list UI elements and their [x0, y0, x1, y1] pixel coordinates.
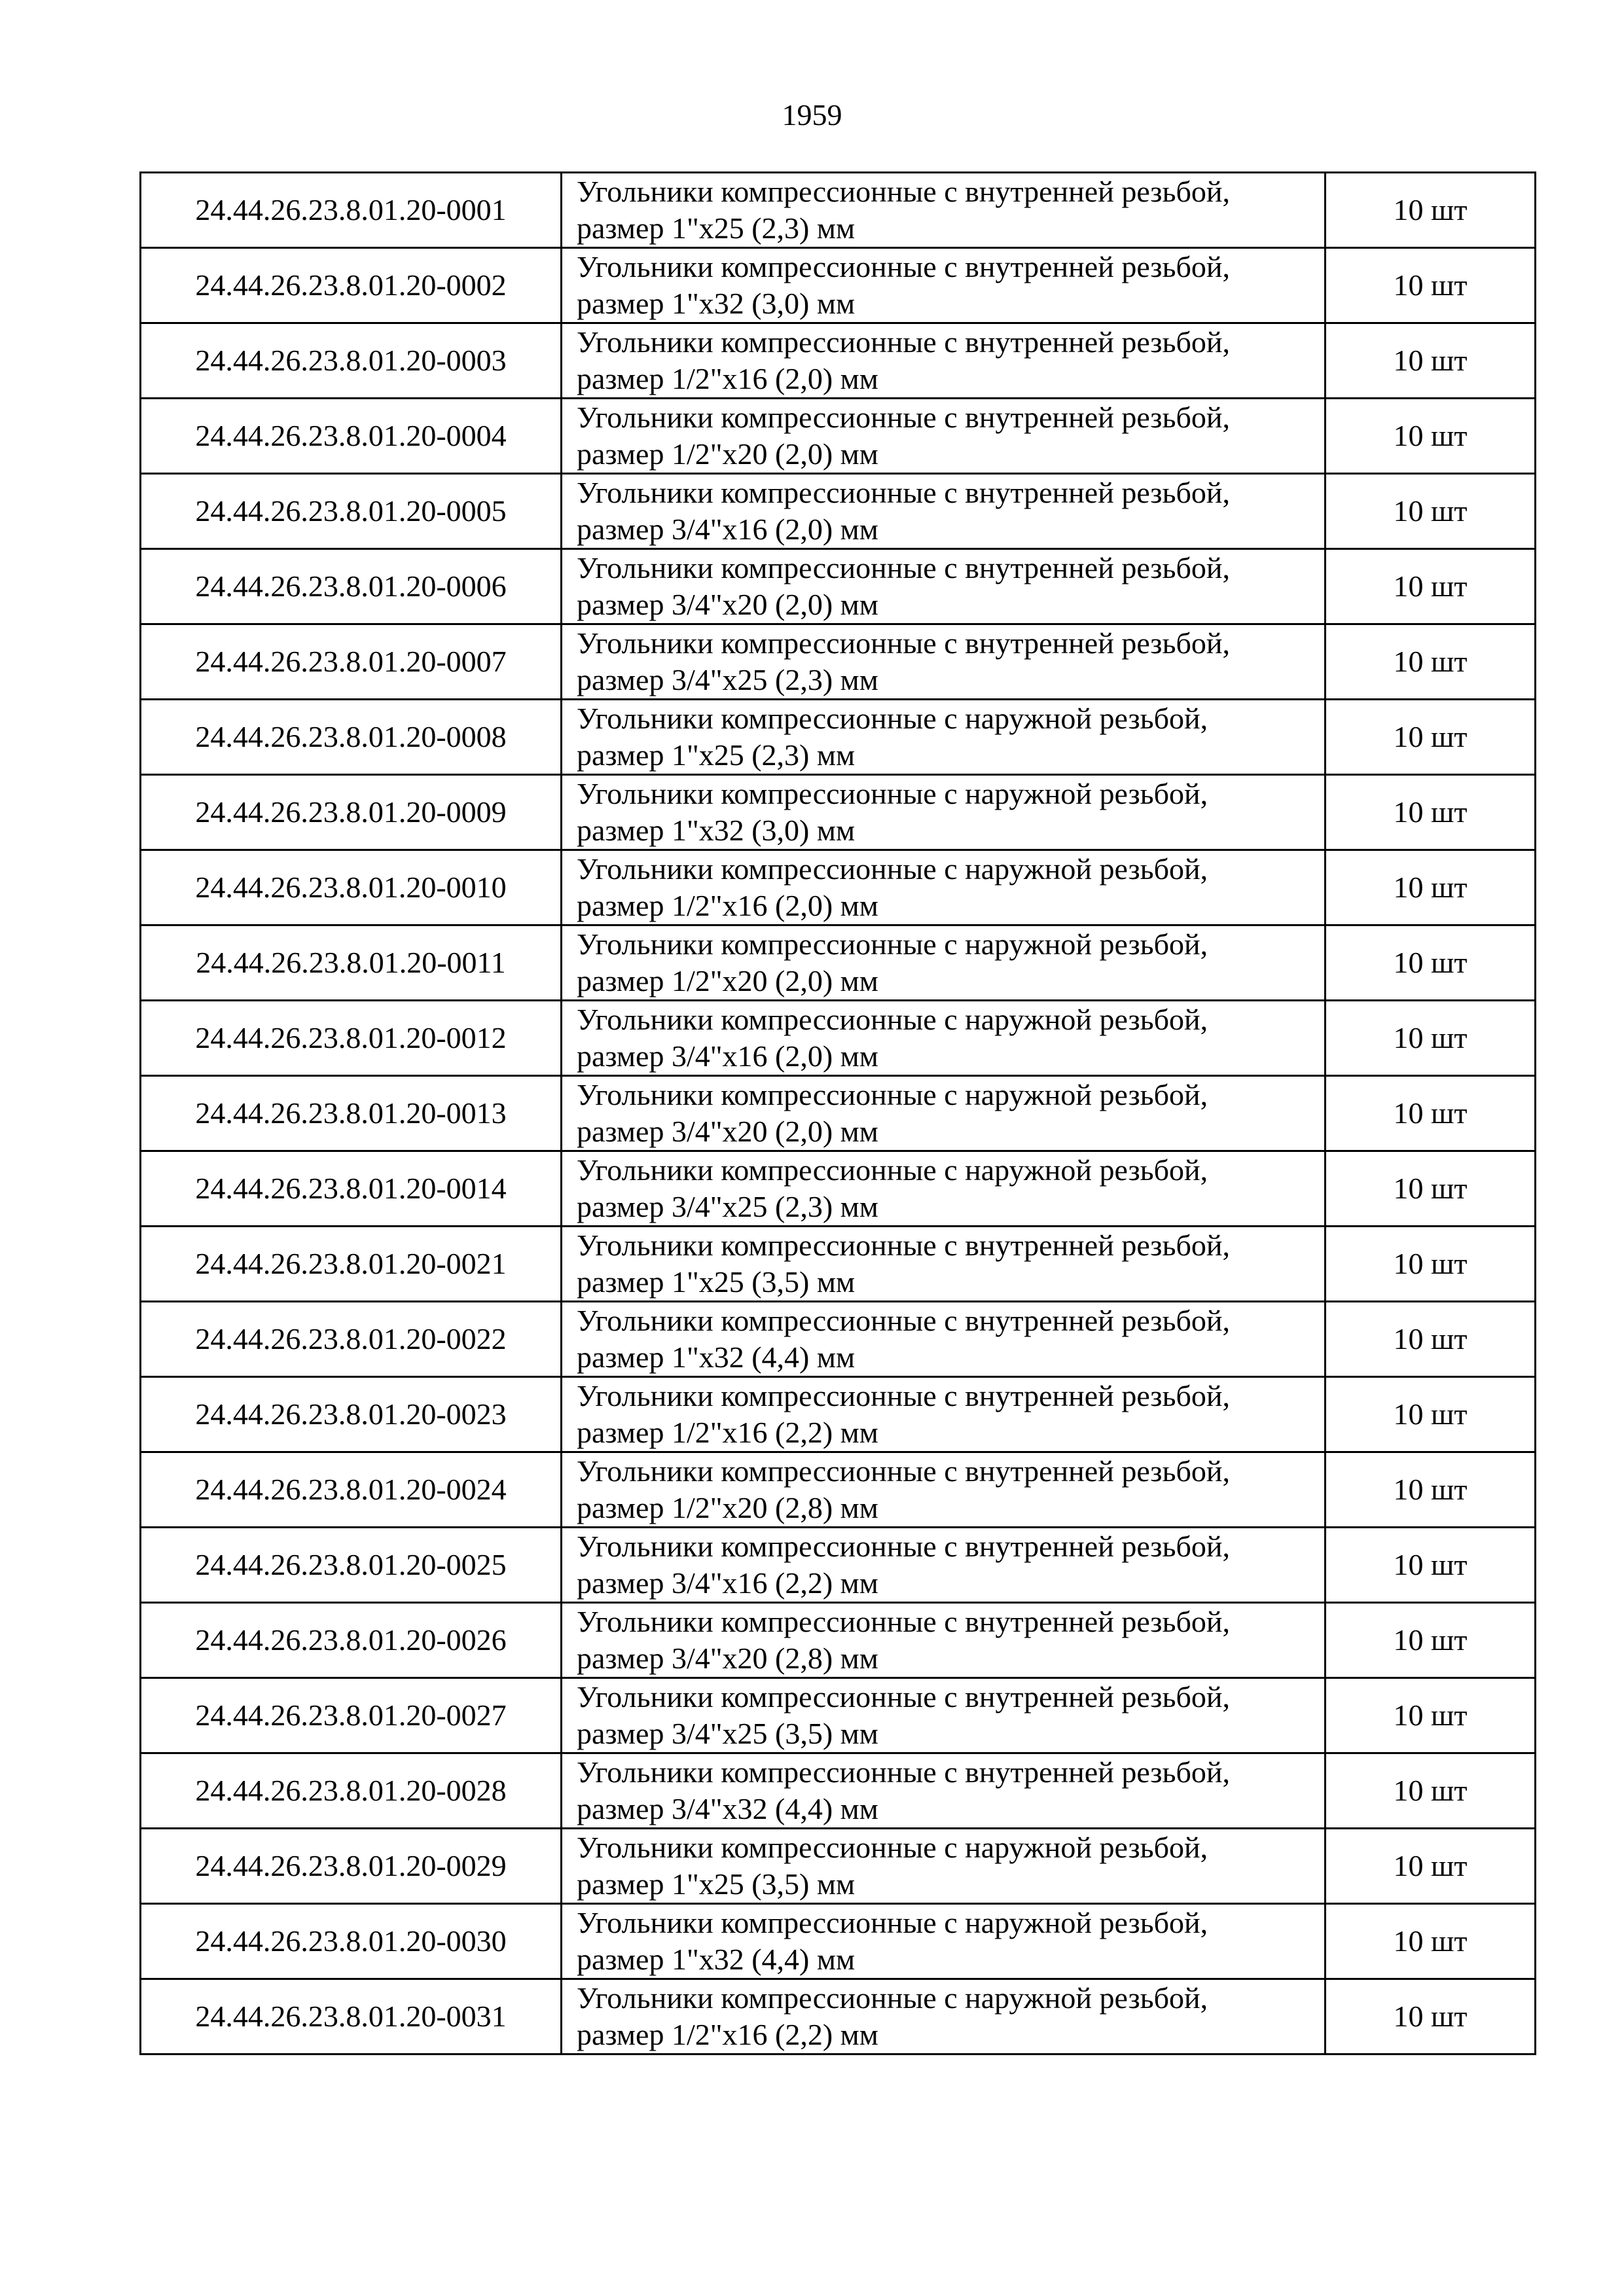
item-name-cell [562, 1452, 1326, 1528]
item-quantity-cell: 10 шт [1326, 474, 1536, 549]
item-name-cell [562, 1302, 1326, 1377]
item-code-cell: 24.44.26.23.8.01.20-0001 [141, 173, 562, 248]
item-name-line-2: размер 1"х32 (4,4) мм [577, 1943, 856, 1976]
item-quantity-cell: 10 шт [1326, 1227, 1536, 1302]
table-row [141, 1151, 1536, 1227]
item-name-line-1: Угольники компрессионные с наружной резьбой, [577, 1003, 1208, 1036]
table-row [141, 1603, 1536, 1678]
item-name-cell [562, 1979, 1326, 2054]
item-name-line-1: Угольники компрессионные с внутренней резьбой, [577, 1755, 1230, 1789]
item-name-line-2: размер 1/2"х16 (2,2) мм [577, 1416, 878, 1449]
item-name-line-1: Угольники компрессионные с внутренней резьбой, [577, 401, 1230, 434]
item-name-line-2: размер 1"х25 (2,3) мм [577, 211, 856, 245]
item-name-line-2: размер 1/2"х20 (2,0) мм [577, 437, 878, 471]
item-name-cell [562, 173, 1326, 248]
item-code-cell: 24.44.26.23.8.01.20-0028 [141, 1753, 562, 1829]
item-name-line-2: размер 1"х25 (3,5) мм [577, 1867, 856, 1901]
table-row [141, 549, 1536, 624]
item-name-line-1: Угольники компрессионные с внутренней резьбой, [577, 175, 1230, 208]
item-name-line-2: размер 3/4"х20 (2,8) мм [577, 1641, 878, 1675]
item-name-line-1: Угольники компрессионные с внутренней резьбой, [577, 1229, 1230, 1262]
item-quantity-cell: 10 шт [1326, 1001, 1536, 1076]
item-code-cell: 24.44.26.23.8.01.20-0012 [141, 1001, 562, 1076]
item-quantity-cell: 10 шт [1326, 1377, 1536, 1452]
item-name-line-1: Угольники компрессионные с внутренней резьбой, [577, 551, 1230, 584]
item-name-line-2: размер 1/2"х16 (2,0) мм [577, 889, 878, 922]
item-code-cell: 24.44.26.23.8.01.20-0010 [141, 850, 562, 925]
item-quantity-cell: 10 шт [1326, 399, 1536, 474]
items-table-body [141, 173, 1536, 2054]
item-name-line-2: размер 3/4"х25 (2,3) мм [577, 663, 878, 696]
item-name-line-2: размер 3/4"х32 (4,4) мм [577, 1792, 878, 1825]
item-name-cell [562, 624, 1326, 700]
item-name-cell [562, 700, 1326, 775]
table-row [141, 1227, 1536, 1302]
table-row [141, 1302, 1536, 1377]
item-quantity-cell: 10 шт [1326, 549, 1536, 624]
item-quantity-cell: 10 шт [1326, 1603, 1536, 1678]
item-name-cell [562, 323, 1326, 399]
item-name-line-1: Угольники компрессионные с внутренней резьбой, [577, 325, 1230, 359]
item-name-cell [562, 850, 1326, 925]
table-row [141, 323, 1536, 399]
item-code-cell: 24.44.26.23.8.01.20-0006 [141, 549, 562, 624]
item-code-cell: 24.44.26.23.8.01.20-0024 [141, 1452, 562, 1528]
item-name-cell [562, 1377, 1326, 1452]
item-quantity-cell: 10 шт [1326, 925, 1536, 1001]
items-table [139, 171, 1536, 2055]
item-quantity-cell: 10 шт [1326, 1904, 1536, 1979]
item-quantity-cell: 10 шт [1326, 1528, 1536, 1603]
item-quantity-cell: 10 шт [1326, 1076, 1536, 1151]
item-name-line-1: Угольники компрессионные с наружной резьбой, [577, 777, 1208, 810]
item-name-cell [562, 775, 1326, 850]
item-name-line-1: Угольники компрессионные с наружной резьбой, [577, 1153, 1208, 1187]
item-name-line-2: размер 3/4"х16 (2,2) мм [577, 1566, 878, 1600]
item-quantity-cell: 10 шт [1326, 850, 1536, 925]
item-name-line-1: Угольники компрессионные с наружной резьбой, [577, 1906, 1208, 1939]
item-quantity-cell: 10 шт [1326, 1452, 1536, 1528]
item-quantity-cell: 10 шт [1326, 1753, 1536, 1829]
item-name-line-2: размер 1"х32 (3,0) мм [577, 287, 856, 320]
item-name-line-1: Угольники компрессионные с наружной резьбой, [577, 927, 1208, 961]
item-name-line-2: размер 1/2"х20 (2,8) мм [577, 1491, 878, 1524]
table-row [141, 1753, 1536, 1829]
item-code-cell: 24.44.26.23.8.01.20-0008 [141, 700, 562, 775]
item-name-cell [562, 1001, 1326, 1076]
item-name-cell [562, 1151, 1326, 1227]
item-code-cell: 24.44.26.23.8.01.20-0014 [141, 1151, 562, 1227]
item-name-line-1: Угольники компрессионные с внутренней резьбой, [577, 1304, 1230, 1337]
table-row [141, 399, 1536, 474]
item-name-line-1: Угольники компрессионные с внутренней резьбой, [577, 1379, 1230, 1412]
item-name-line-2: размер 1"х32 (3,0) мм [577, 814, 856, 847]
item-code-cell: 24.44.26.23.8.01.20-0004 [141, 399, 562, 474]
table-row [141, 700, 1536, 775]
table-row [141, 624, 1536, 700]
table-row [141, 1452, 1536, 1528]
item-name-line-2: размер 1"х25 (3,5) мм [577, 1265, 856, 1299]
table-row [141, 1528, 1536, 1603]
item-name-cell [562, 399, 1326, 474]
item-name-cell [562, 1227, 1326, 1302]
item-name-cell [562, 925, 1326, 1001]
table-row [141, 1678, 1536, 1753]
item-name-line-2: размер 3/4"х20 (2,0) мм [577, 1115, 878, 1148]
item-quantity-cell: 10 шт [1326, 248, 1536, 323]
table-row [141, 173, 1536, 248]
item-name-cell [562, 1904, 1326, 1979]
item-name-line-1: Угольники компрессионные с внутренней резьбой, [577, 250, 1230, 283]
item-name-line-1: Угольники компрессионные с наружной резьбой, [577, 852, 1208, 886]
item-name-line-1: Угольники компрессионные с наружной резьбой, [577, 1981, 1208, 2015]
item-code-cell: 24.44.26.23.8.01.20-0027 [141, 1678, 562, 1753]
item-name-line-1: Угольники компрессионные с внутренней резьбой, [577, 1605, 1230, 1638]
item-name-cell [562, 1076, 1326, 1151]
table-row [141, 1979, 1536, 2054]
item-code-cell: 24.44.26.23.8.01.20-0025 [141, 1528, 562, 1603]
item-code-cell: 24.44.26.23.8.01.20-0009 [141, 775, 562, 850]
item-quantity-cell: 10 шт [1326, 1979, 1536, 2054]
item-quantity-cell: 10 шт [1326, 173, 1536, 248]
table-row [141, 474, 1536, 549]
item-name-line-1: Угольники компрессионные с внутренней резьбой, [577, 476, 1230, 509]
item-code-cell: 24.44.26.23.8.01.20-0026 [141, 1603, 562, 1678]
item-name-line-1: Угольники компрессионные с наружной резьбой, [577, 1831, 1208, 1864]
item-name-cell [562, 248, 1326, 323]
item-name-cell [562, 1678, 1326, 1753]
item-code-cell: 24.44.26.23.8.01.20-0013 [141, 1076, 562, 1151]
item-name-line-1: Угольники компрессионные с внутренней резьбой, [577, 1530, 1230, 1563]
item-code-cell: 24.44.26.23.8.01.20-0031 [141, 1979, 562, 2054]
item-name-cell [562, 1753, 1326, 1829]
item-name-line-2: размер 3/4"х16 (2,0) мм [577, 1039, 878, 1073]
item-code-cell: 24.44.26.23.8.01.20-0011 [141, 925, 562, 1001]
item-name-line-2: размер 3/4"х16 (2,0) мм [577, 512, 878, 546]
item-name-cell [562, 474, 1326, 549]
item-name-line-2: размер 3/4"х25 (2,3) мм [577, 1190, 878, 1223]
item-name-cell [562, 549, 1326, 624]
item-name-line-1: Угольники компрессионные с внутренней резьбой, [577, 626, 1230, 660]
item-code-cell: 24.44.26.23.8.01.20-0029 [141, 1829, 562, 1904]
item-name-cell [562, 1829, 1326, 1904]
item-name-line-2: размер 1/2"х20 (2,0) мм [577, 964, 878, 997]
table-row [141, 1076, 1536, 1151]
item-name-line-1: Угольники компрессионные с внутренней резьбой, [577, 1680, 1230, 1713]
item-name-cell [562, 1603, 1326, 1678]
page-number: 1959 [782, 98, 842, 132]
item-name-line-2: размер 1/2"х16 (2,2) мм [577, 2018, 878, 2051]
table-row [141, 850, 1536, 925]
item-code-cell: 24.44.26.23.8.01.20-0030 [141, 1904, 562, 1979]
item-name-cell [562, 1528, 1326, 1603]
item-quantity-cell: 10 шт [1326, 323, 1536, 399]
item-quantity-cell: 10 шт [1326, 1302, 1536, 1377]
item-quantity-cell: 10 шт [1326, 1678, 1536, 1753]
item-code-cell: 24.44.26.23.8.01.20-0023 [141, 1377, 562, 1452]
item-code-cell: 24.44.26.23.8.01.20-0007 [141, 624, 562, 700]
table-row [141, 775, 1536, 850]
item-quantity-cell: 10 шт [1326, 624, 1536, 700]
item-name-line-2: размер 1"х32 (4,4) мм [577, 1340, 856, 1374]
item-name-line-2: размер 3/4"х25 (3,5) мм [577, 1717, 878, 1750]
table-row [141, 1904, 1536, 1979]
item-code-cell: 24.44.26.23.8.01.20-0002 [141, 248, 562, 323]
item-quantity-cell: 10 шт [1326, 700, 1536, 775]
item-quantity-cell: 10 шт [1326, 775, 1536, 850]
item-name-line-1: Угольники компрессионные с наружной резьбой, [577, 702, 1208, 735]
table-row [141, 1001, 1536, 1076]
table-row [141, 925, 1536, 1001]
item-name-line-2: размер 3/4"х20 (2,0) мм [577, 588, 878, 621]
item-name-line-1: Угольники компрессионные с наружной резьбой, [577, 1078, 1208, 1111]
table-row [141, 1377, 1536, 1452]
item-quantity-cell: 10 шт [1326, 1151, 1536, 1227]
item-code-cell: 24.44.26.23.8.01.20-0022 [141, 1302, 562, 1377]
item-quantity-cell: 10 шт [1326, 1829, 1536, 1904]
table-row [141, 1829, 1536, 1904]
item-name-line-2: размер 1"х25 (2,3) мм [577, 738, 856, 772]
item-code-cell: 24.44.26.23.8.01.20-0005 [141, 474, 562, 549]
item-code-cell: 24.44.26.23.8.01.20-0021 [141, 1227, 562, 1302]
item-name-line-2: размер 1/2"х16 (2,0) мм [577, 362, 878, 395]
item-code-cell: 24.44.26.23.8.01.20-0003 [141, 323, 562, 399]
item-name-line-1: Угольники компрессионные с внутренней резьбой, [577, 1454, 1230, 1488]
table-row [141, 248, 1536, 323]
